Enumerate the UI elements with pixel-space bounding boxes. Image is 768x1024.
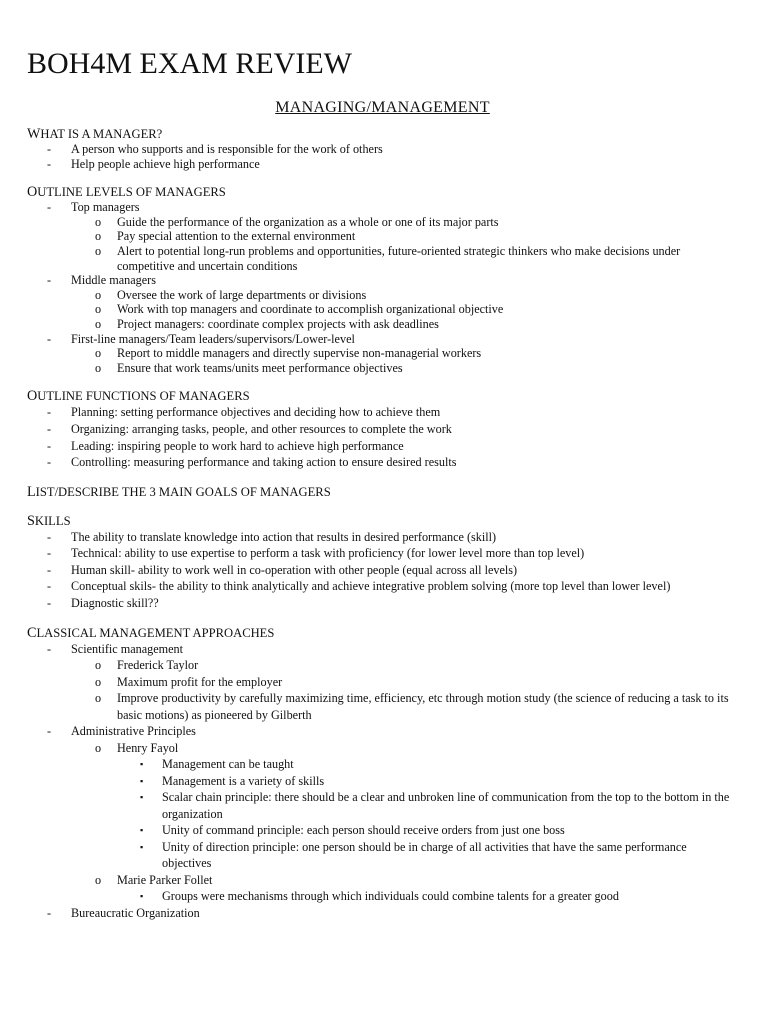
list-item: - First-line managers/Team leaders/supervisors/Lower-level: [47, 331, 355, 346]
list-item: o Maximum profit for the employer: [95, 674, 283, 689]
section-heading: CLASSICAL MANAGEMENT APPROACHES: [27, 624, 275, 641]
list-item: - Bureaucratic Organization: [47, 905, 200, 920]
list-item: o Guide the performance of the organization as a whole or one of its major parts: [95, 214, 499, 229]
bullet-list: [27, 529, 738, 612]
list-item: - Conceptual skils- the ability to think analytically and achieve integrative problem solving (more top level than lower level): [47, 579, 671, 594]
bullet-list: [27, 200, 738, 375]
section-heading: WHAT IS A MANAGER?: [27, 126, 163, 142]
list-item: - Technical: ability to use expertise to perform a task with proficiency (for lower level more than top level): [47, 546, 585, 561]
list-item: o Frederick Taylor: [95, 658, 199, 673]
list-item: o Ensure that work teams/units meet performance objectives: [95, 360, 403, 375]
list-item: - Middle managers: [47, 273, 156, 288]
list-item: - Human skill- ability to work well in co-operation with other people (equal across all levels): [47, 562, 518, 577]
section-classical-approaches: [27, 626, 738, 922]
list-item: o Improve productivity by carefully maximizing time, efficiency, etc through motion study (the science of reducing a task to its basic motions) as pioneered by Gilberth: [95, 691, 729, 722]
list-item: - Help people achieve high performance: [47, 156, 260, 171]
list-item: o Oversee the work of large departments or divisions: [95, 287, 367, 302]
list-item: - Planning: setting performance objectives and deciding how to achieve them: [47, 405, 441, 420]
list-item: ▪ Scalar chain principle: there should be a clear and unbroken line of communication from the top to the bottom in the organization: [140, 790, 730, 821]
list-item: - Administrative Principles: [47, 724, 196, 739]
list-item: o Alert to potential long-run problems and opportunities, future-oriented strategic thinkers who make decisions under competitive and uncertain conditions: [95, 243, 681, 273]
list-item: - Scientific management: [47, 641, 184, 656]
section-main-goals: [27, 485, 738, 500]
bullet-list: [27, 142, 738, 171]
list-item: - Leading: inspiring people to work hard to achieve high performance: [47, 438, 404, 453]
section-levels-of-managers: [27, 185, 738, 375]
list-item: - Diagnostic skill??: [47, 596, 159, 611]
page-subtitle: MANAGING/MANAGEMENT: [275, 99, 490, 116]
section-what-is-a-manager: [27, 127, 738, 171]
section-functions-of-managers: [27, 389, 738, 470]
list-item: ▪ Unity of direction principle: one person should be in charge of all activities that have the same performance objectives: [140, 839, 687, 871]
list-item: - The ability to translate knowledge into action that results in desired performance (skill): [47, 529, 497, 544]
bullet-list: [27, 404, 738, 470]
list-item: o Pay special attention to the external environment: [95, 229, 356, 244]
list-item: - Top managers: [47, 200, 140, 215]
section-skills: [27, 514, 738, 612]
section-heading: LIST/DESCRIBE THE 3 MAIN GOALS OF MANAGERS: [27, 483, 331, 500]
list-item: ▪ Management is a variety of skills: [140, 773, 325, 788]
list-item: - Organizing: arranging tasks, people, and other resources to complete the work: [47, 421, 452, 436]
list-item: ▪ Management can be taught: [140, 757, 294, 772]
section-heading: OUTLINE FUNCTIONS OF MANAGERS: [27, 388, 250, 405]
list-item: o Report to middle managers and directly supervise non-managerial workers: [95, 346, 482, 361]
list-item: - A person who supports and is responsible for the work of others: [47, 142, 383, 156]
bullet-list: [27, 641, 738, 922]
section-heading: OUTLINE LEVELS OF MANAGERS: [27, 184, 226, 201]
list-item: ▪ Unity of command principle: each person should receive orders from just one boss: [140, 823, 565, 838]
section-heading: SKILLS: [27, 512, 71, 529]
page-title: BOH4M EXAM REVIEW: [27, 47, 352, 80]
list-item: ▪ Groups were mechanisms through which individuals could combine talents for a greater good: [140, 889, 619, 904]
list-item: o Work with top managers and coordinate to accomplish organizational objective: [95, 302, 504, 317]
list-item: o Project managers: coordinate complex projects with ask deadlines: [95, 316, 439, 331]
list-item: o Marie Parker Follet: [95, 872, 213, 887]
list-item: - Controlling: measuring performance and taking action to ensure desired results: [47, 455, 457, 470]
list-item: o Henry Fayol: [95, 740, 179, 755]
